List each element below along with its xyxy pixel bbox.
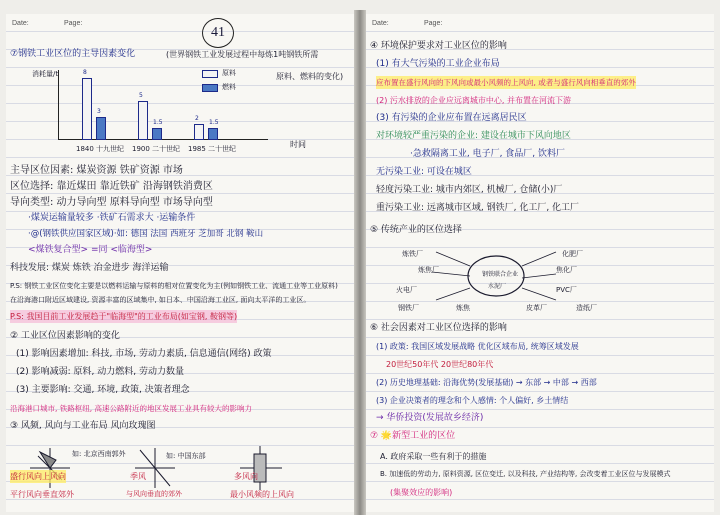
legend-label-1: 原料 bbox=[222, 69, 236, 77]
r-line-21: (集聚效应的影响) bbox=[390, 488, 453, 497]
note-line-7: 科技发展: 煤炭 炼铁 冶金进步 海洋运输 bbox=[10, 263, 169, 273]
diag-label-4: 焦化厂 bbox=[556, 266, 577, 274]
page-label: Page: bbox=[64, 20, 83, 27]
x-tick-3: 1985 二十世纪 bbox=[188, 145, 237, 153]
x-tick-1: 1840 十九世纪 bbox=[76, 145, 125, 153]
diag-label-2: 化肥厂 bbox=[562, 250, 583, 258]
bar-value-1-3: 2 bbox=[195, 115, 199, 123]
page-number: 41 bbox=[202, 18, 234, 48]
r-line-1: ④ 环境保护要求对工业区位的影响 bbox=[370, 41, 507, 51]
diag-label-11: 皮革厂 bbox=[526, 304, 547, 312]
r-line-7: ·急救隔离工业, 电子厂, 食品厂, 饮料厂 bbox=[410, 149, 566, 159]
note-line-8: P.S: 钢铁工业区位变化主要是以燃料运输与原料的相对位置变化为主(例如钢铁工业、流通工业等工业原料) bbox=[10, 282, 338, 290]
diag-label-9: 炼焦 bbox=[456, 304, 470, 312]
note-line-1: 主导区位因素: 煤炭资源 铁矿资源 市场 bbox=[10, 165, 183, 176]
rose-label-7: 多风向 bbox=[234, 472, 258, 481]
bar-value-2-3: 1.5 bbox=[209, 119, 219, 127]
x-tick-2: 1900 二十世纪 bbox=[132, 145, 181, 153]
bar-value-2-2: 1.5 bbox=[153, 119, 163, 127]
rose-label-6: 如: 中国东部 bbox=[166, 452, 206, 460]
note-line-15: 沿海港口城市, 铁路枢纽, 高速公路附近的地区发展工业具有较大的影响力 bbox=[10, 404, 253, 413]
bar-value-2-1: 3 bbox=[97, 107, 101, 115]
chart-note: (世界钢铁工业发展过程中每炼1吨钢铁所需 bbox=[166, 50, 319, 59]
bar-value-1-1: 8 bbox=[83, 68, 87, 76]
r-line-2: (1) 有大气污染的工业企业布局 bbox=[376, 59, 500, 69]
date-label-right: Date: bbox=[372, 20, 389, 27]
r-line-18: ⑦ 🌟新型工业的区位 bbox=[370, 431, 456, 441]
r-line-3: 应布置在盛行风向的下风向或最小风频的上风向, 或者与盛行风向相垂直的郊外 bbox=[376, 78, 636, 87]
note-line-12: (1) 影响因素增加: 科技, 市场, 劳动力素质, 信息通信(网络) 政策 bbox=[16, 349, 272, 359]
r-line-12: ⑥ 社会因素对工业区位选择的影响 bbox=[370, 323, 507, 333]
rose-label-3: 平行风向垂直郊外 bbox=[10, 490, 74, 499]
wind-rose-3 bbox=[240, 446, 282, 490]
rose-label-1: 如: 北京西南郭外 bbox=[72, 450, 126, 458]
chart-note-2: 原料、燃料的变化) bbox=[276, 72, 344, 81]
note-line-16: ③ 风频, 风向与工业布局 风向玫瑰图 bbox=[10, 421, 156, 431]
r-line-20: B. 加速低的劳动力, 原料资源, 区位变迁, 以及科技, 产业结构等, 会改变着工业区位与发展模式 bbox=[380, 470, 671, 478]
diag-label-8: 水泥厂 bbox=[488, 283, 507, 290]
note-line-3: 导向类型: 动力导向型 原料导向型 市场导向型 bbox=[10, 197, 213, 208]
right-page bbox=[366, 14, 714, 512]
bar-1-1 bbox=[82, 78, 92, 140]
r-line-10: 重污染工业: 远离城市区域, 钢铁厂, 化工厂, 化工厂 bbox=[376, 203, 580, 213]
r-line-8: 无污染工业: 可设在城区 bbox=[376, 167, 472, 177]
legend-swatch-2 bbox=[202, 84, 218, 92]
note-line-2: 区位选择: 靠近煤田 靠近铁矿 沿海钢铁消费区 bbox=[10, 181, 213, 192]
y-axis-label: 消耗量/t bbox=[32, 70, 59, 78]
diag-label-5: 火电厂 bbox=[396, 286, 417, 294]
notebook-gutter bbox=[354, 10, 366, 515]
rose-label-4: 季风 bbox=[130, 472, 146, 481]
bar-value-1-2: 5 bbox=[139, 92, 143, 100]
diag-label-6: 钢铁联合企业 bbox=[482, 271, 519, 278]
r-line-4: (2) 污水排放的企业应远离城市中心, 并布置在河流下游 bbox=[376, 96, 571, 105]
diag-label-12: 造纸厂 bbox=[576, 304, 597, 312]
r-line-6: 对环境较严重污染的企业: 建设在城市下风向地区 bbox=[376, 131, 571, 141]
rose-label-8: 最小风频的上风向 bbox=[230, 490, 294, 499]
bar-chart bbox=[58, 70, 268, 140]
r-line-14: 20世纪50年代 20世纪80年代 bbox=[386, 360, 494, 369]
date-label: Date: bbox=[12, 20, 29, 27]
r-line-5: (3) 有污染的企业应布置在远离居民区 bbox=[376, 113, 527, 123]
r-line-11: ⑤ 传统产业的区位选择 bbox=[370, 225, 462, 235]
r-line-15: (2) 历史地理基础: 沿海优势(发展基础) → 东部 → 中部 → 西部 bbox=[376, 378, 597, 387]
note-line-5: ·@(钢铁供应国家区域)·如: 德国 法国 西班牙 芝加哥 北钢 鞍山 bbox=[28, 229, 264, 239]
note-line-14: (3) 主要影响: 交通, 环境, 政策, 决策者理念 bbox=[16, 385, 190, 395]
note-line-10: P.S: 我国目前工业发展趋于"临海型"的工业布局(如宝钢, 鞍钢等) bbox=[10, 312, 238, 321]
r-line-9: 轻度污染工业: 城市内郊区, 机械厂, 仓储(小)厂 bbox=[376, 185, 563, 195]
note-line-4: ·煤炭运输量较多 ·铁矿石需求大 ·运输条件 bbox=[28, 213, 196, 223]
diag-label-3: 炼焦厂 bbox=[418, 266, 439, 274]
r-line-17: → 华侨投资(发展故乡经济) bbox=[376, 413, 484, 423]
r-line-19: A. 政府采取一些有利于的措施 bbox=[380, 452, 487, 461]
bar-1-2 bbox=[138, 101, 148, 140]
legend-swatch-1 bbox=[202, 70, 218, 78]
diag-label-7: 钢铁厂 bbox=[398, 304, 419, 312]
note-line-13: (2) 影响减弱: 原料, 动力燃料, 劳动力数量 bbox=[16, 367, 184, 377]
bar-2-2 bbox=[152, 128, 162, 140]
rose-label-2: 盛行风向上风向 bbox=[10, 472, 66, 481]
r-line-16: (3) 企业决策者的理念和个人感情: 个人偏好, 乡土情结 bbox=[376, 396, 569, 405]
legend-label-2: 燃料 bbox=[222, 83, 236, 91]
left-page bbox=[6, 14, 354, 512]
diag-label-1: 炼铁厂 bbox=[402, 250, 423, 258]
page-label-right: Page: bbox=[424, 20, 443, 27]
rose-label-5: 与风向垂直的郊外 bbox=[126, 490, 182, 498]
x-axis-label: 时间 bbox=[290, 140, 306, 149]
y-axis bbox=[58, 70, 59, 140]
note-line-6: <煤铁复合型> =同 <临海型> bbox=[28, 245, 153, 255]
note-line-11: ② 工业区位因素影响的变化 bbox=[10, 331, 120, 341]
chart-heading: ⑦钢铁工业区位的主导因素变化 bbox=[10, 49, 136, 59]
bar-1-3 bbox=[194, 124, 204, 140]
r-line-13: (1) 政策: 我国区域发展战略 优化区域布局, 统筹区域发展 bbox=[376, 342, 579, 351]
bar-2-1 bbox=[96, 117, 106, 140]
bar-2-3 bbox=[208, 128, 218, 140]
note-line-9: 在沿海港口附近区域建设, 资源丰富的区域集中, 如日本、中国沿海工业区, 面向太平洋的工业区。 bbox=[10, 296, 311, 304]
diag-label-10: PVC厂 bbox=[556, 286, 577, 294]
